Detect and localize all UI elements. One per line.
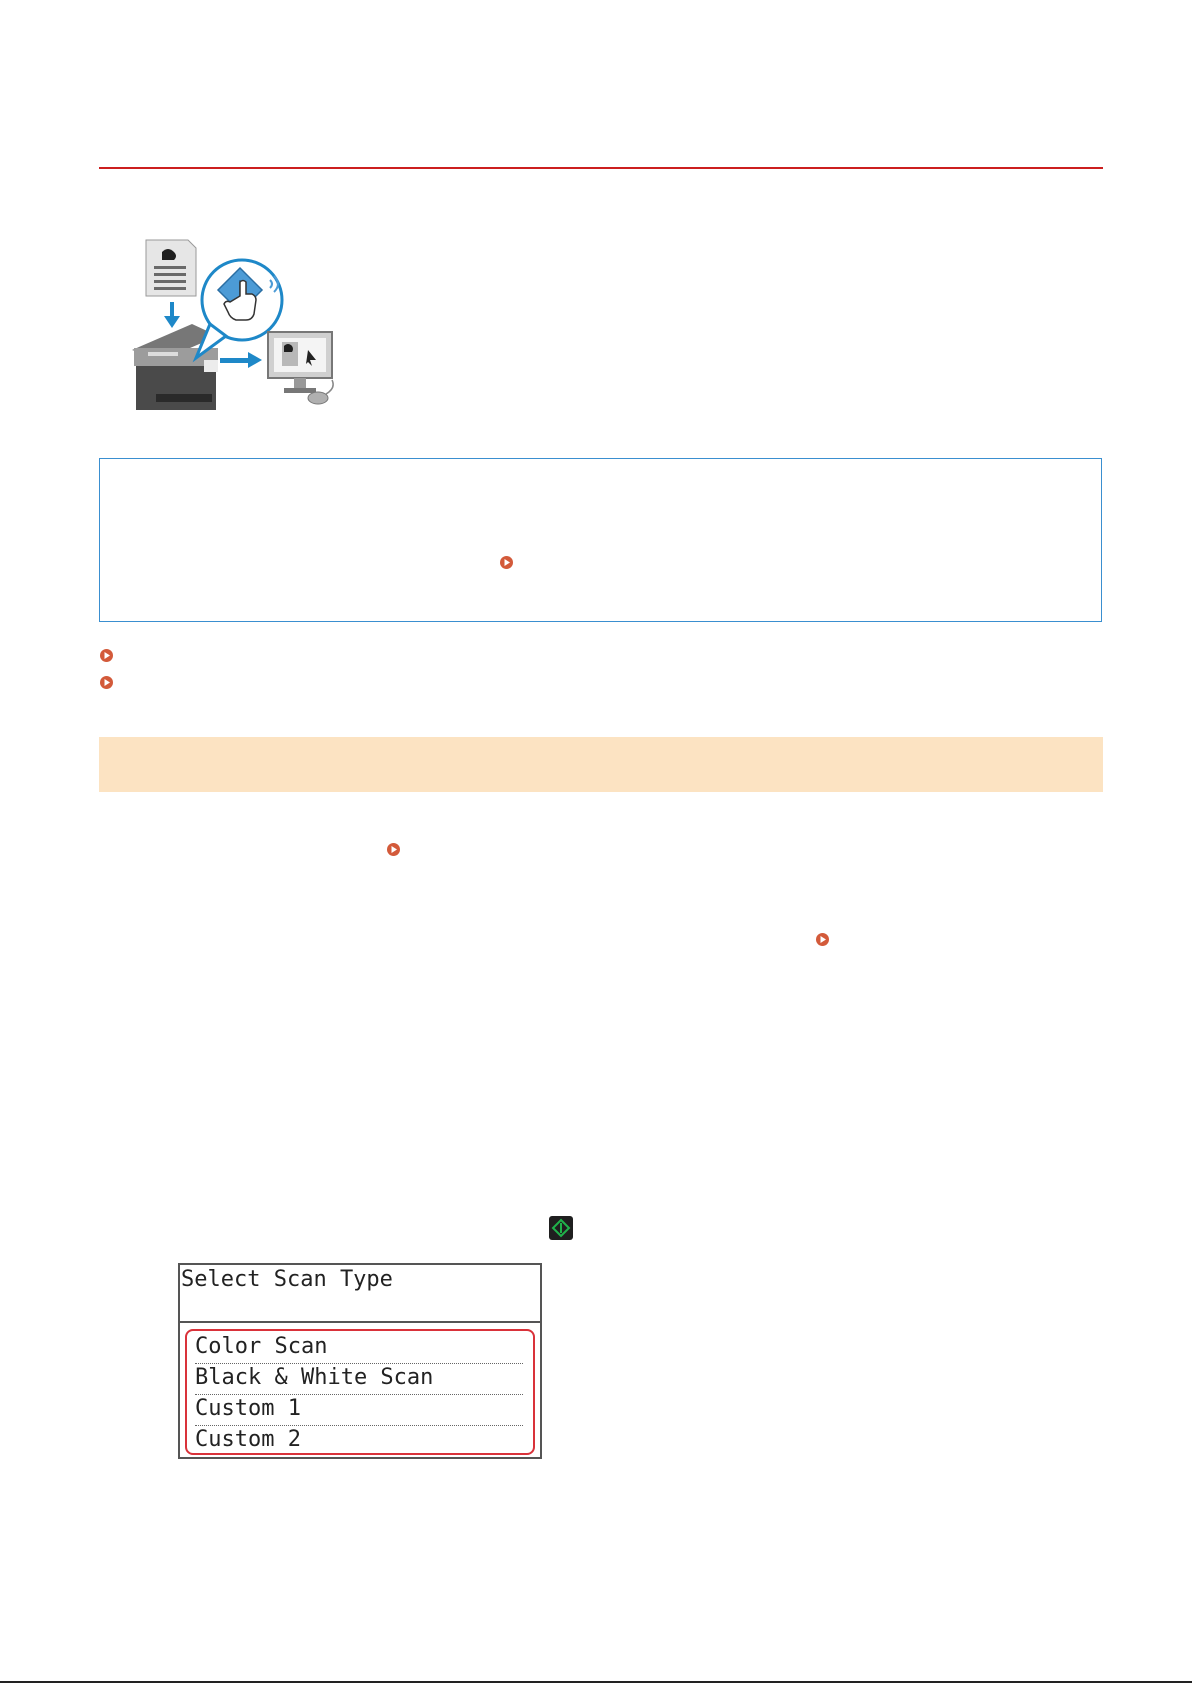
scan-type-item-black-white[interactable]: Black & White Scan <box>195 1363 523 1395</box>
link-arrow-icon[interactable] <box>99 648 114 663</box>
start-key-icon <box>549 1216 573 1240</box>
link-arrow-icon[interactable] <box>386 842 401 857</box>
scan-type-item-color[interactable]: Color Scan <box>195 1332 523 1364</box>
lcd-screen <box>178 1263 542 1459</box>
down-arrow-icon <box>164 302 180 328</box>
right-arrow-icon <box>220 352 262 368</box>
footer-rule <box>0 1681 1192 1683</box>
section-heading-band <box>99 737 1103 792</box>
scan-type-list <box>185 1329 535 1455</box>
link-arrow-icon[interactable] <box>99 675 114 690</box>
scan-type-item-custom-2[interactable]: Custom 2 <box>195 1427 301 1452</box>
lcd-screen-title: Select Scan Type <box>180 1265 540 1323</box>
title-rule <box>99 167 1103 169</box>
link-arrow-icon[interactable] <box>815 932 830 947</box>
computer-icon <box>268 332 333 404</box>
scan-to-computer-illustration <box>112 232 367 432</box>
info-box <box>99 458 1102 622</box>
scan-type-item-custom-1[interactable]: Custom 1 <box>195 1394 523 1426</box>
document-icon <box>146 240 196 296</box>
link-arrow-icon[interactable] <box>499 555 514 570</box>
